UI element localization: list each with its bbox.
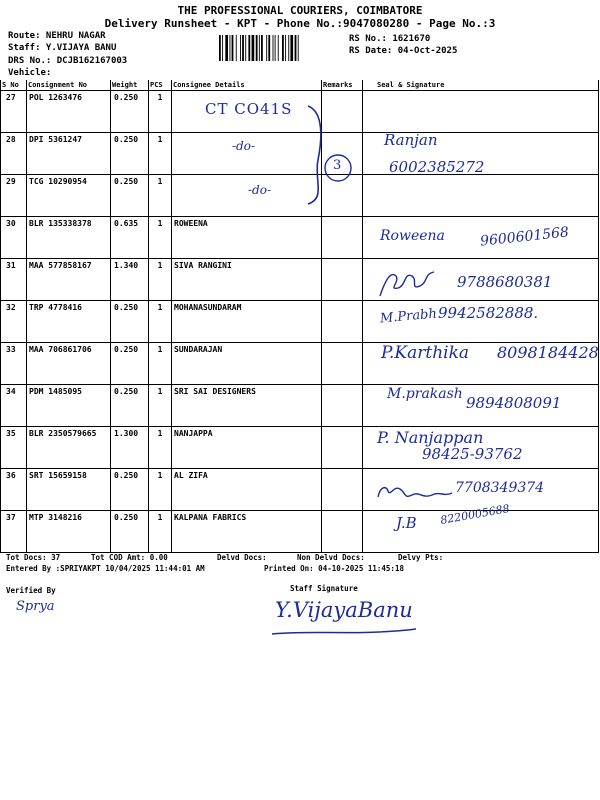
drs-number: DRS No.: DCJB162167003 — [8, 56, 128, 66]
row-signature-cell — [363, 91, 599, 133]
scribble-signature-31 — [374, 264, 444, 302]
row-remarks — [322, 217, 363, 259]
row-remarks — [322, 343, 363, 385]
row-sno: 29 — [1, 175, 27, 217]
row-consignment-no: POL 1263476 — [27, 91, 111, 133]
rs-date: RS Date: 04-Oct-2025 — [349, 46, 458, 56]
row-remarks — [322, 469, 363, 511]
row-weight: 0.250 — [111, 175, 149, 217]
non-delivered-docs: Non Delvd Docs: — [297, 553, 365, 562]
col-header-sno: S No — [1, 80, 27, 91]
row-consignment-no: BLR 2350579665 — [27, 427, 111, 469]
row-pcs: 1 — [149, 385, 172, 427]
row-sno: 36 — [1, 469, 27, 511]
row-pcs: 1 — [149, 259, 172, 301]
handwritten-brace-count: 3 — [333, 158, 342, 173]
row-sno: 31 — [1, 259, 27, 301]
phone-row-28: 6002385272 — [389, 158, 485, 176]
row-sno: 32 — [1, 301, 27, 343]
row-consignee: NANJAPPA — [172, 427, 322, 469]
row-weight: 1.300 — [111, 427, 149, 469]
row-sno: 37 — [1, 511, 27, 553]
delivery-points: Delvy Pts: — [398, 553, 444, 562]
signature-row-32: M.Prabh — [379, 306, 438, 327]
col-header-weight: Weight — [111, 80, 149, 91]
phone-row-34: 9894808091 — [466, 394, 562, 412]
row-remarks — [322, 301, 363, 343]
staff-signature: Y.VijayaBanu — [275, 598, 413, 622]
row-remarks — [322, 259, 363, 301]
row-consignment-no: SRT 15659158 — [27, 469, 111, 511]
row-sno: 33 — [1, 343, 27, 385]
row-pcs: 1 — [149, 133, 172, 175]
row-consignment-no: TRP 4778416 — [27, 301, 111, 343]
table-header-row — [1, 80, 599, 91]
row-pcs: 1 — [149, 217, 172, 259]
row-pcs: 1 — [149, 469, 172, 511]
row-weight: 1.340 — [111, 259, 149, 301]
staff-label: Staff: Y.VIJAYA BANU — [8, 43, 117, 53]
row-weight: 0.635 — [111, 217, 149, 259]
staff-signature-underline — [270, 626, 420, 638]
row-signature-cell — [363, 175, 599, 217]
row-weight: 0.250 — [111, 343, 149, 385]
signature-row-33: P.Karthika — [381, 343, 470, 363]
row-consignment-no: MAA 577858167 — [27, 259, 111, 301]
printed-on: Printed On: 04-10-2025 11:45:18 — [264, 564, 404, 573]
barcode — [217, 35, 347, 61]
row-sno: 28 — [1, 133, 27, 175]
row-consignee — [172, 175, 322, 217]
row-pcs: 1 — [149, 91, 172, 133]
phone-row-35: 98425-93762 — [422, 445, 523, 463]
report-title: THE PROFESSIONAL COURIERS, COIMBATORE — [177, 4, 423, 17]
signature-row-34: M.prakash — [387, 386, 463, 402]
handwritten-ditto-2: -do- — [248, 183, 272, 197]
col-header-consignment: Consignment No — [27, 80, 111, 91]
signature-row-37: J.B — [396, 514, 417, 532]
phone-row-33: 8098184428 — [497, 343, 599, 362]
row-remarks — [322, 385, 363, 427]
signature-row-28: Ranjan — [384, 131, 438, 149]
total-docs: Tot Docs: 37 — [6, 553, 61, 562]
table-row — [1, 511, 599, 553]
row-consignment-no: BLR 135338378 — [27, 217, 111, 259]
row-weight: 0.250 — [111, 385, 149, 427]
row-weight: 0.250 — [111, 91, 149, 133]
delivered-docs: Delvd Docs: — [217, 553, 267, 562]
row-consignee: SIVA RANGINI — [172, 259, 322, 301]
report-subtitle: Delivery Runsheet - KPT - Phone No.:9047080280 - Page No.:3 — [104, 17, 496, 30]
col-header-consignee: Consignee Details — [172, 80, 322, 91]
verifier-signature: Sprya — [16, 599, 55, 614]
route-label: Route: NEHRU NAGAR — [8, 31, 106, 41]
row-weight: 0.250 — [111, 511, 149, 553]
row-weight: 0.250 — [111, 469, 149, 511]
row-remarks — [322, 511, 363, 553]
phone-row-31: 9788680381 — [457, 273, 553, 291]
row-pcs: 1 — [149, 175, 172, 217]
row-consignment-no: DPI 5361247 — [27, 133, 111, 175]
col-header-pcs: PCS — [149, 80, 172, 91]
handwritten-ct-code: CT CO41S — [205, 100, 293, 118]
phone-row-36: 7708349374 — [455, 480, 545, 496]
col-header-remarks: Remarks — [322, 80, 363, 91]
entered-by: Entered By :SPRIYAKPT 10/04/2025 11:44:01 AM — [6, 564, 205, 573]
row-consignment-no: TCG 10290954 — [27, 175, 111, 217]
row-pcs: 1 — [149, 511, 172, 553]
row-consignee: AL ZIFA — [172, 469, 322, 511]
row-consignee: KALPANA FABRICS — [172, 511, 322, 553]
row-weight: 0.250 — [111, 301, 149, 343]
row-consignment-no: MAA 706861706 — [27, 343, 111, 385]
row-sno: 27 — [1, 91, 27, 133]
col-header-signature: Seal & Signature — [363, 80, 599, 91]
row-consignee: SUNDARAJAN — [172, 343, 322, 385]
row-remarks — [322, 427, 363, 469]
row-sno: 30 — [1, 217, 27, 259]
row-sno: 35 — [1, 427, 27, 469]
signature-row-35: P. Nanjappan — [377, 428, 484, 447]
row-consignee: ROWEENA — [172, 217, 322, 259]
scribble-signature-36 — [376, 481, 454, 503]
phone-row-37: 8220005688 — [439, 502, 511, 527]
row-pcs: 1 — [149, 343, 172, 385]
phone-row-30: 9600601568 — [479, 224, 570, 250]
phone-row-32: 9942582888. — [438, 304, 539, 322]
handwritten-ditto-1: -do- — [232, 139, 256, 153]
row-pcs: 1 — [149, 427, 172, 469]
brace-mark — [300, 100, 360, 210]
row-weight: 0.250 — [111, 133, 149, 175]
signature-row-30: Roweena — [380, 228, 445, 244]
vehicle-label: Vehicle: — [8, 68, 52, 78]
row-sno: 34 — [1, 385, 27, 427]
row-consignee: MOHANASUNDARAM — [172, 301, 322, 343]
row-consignment-no: PDM 1485095 — [27, 385, 111, 427]
rs-number: RS No.: 1621670 — [349, 34, 431, 44]
total-cod-amount: Tot COD Amt: 0.00 — [91, 553, 168, 562]
row-consignee: SRI SAI DESIGNERS — [172, 385, 322, 427]
row-pcs: 1 — [149, 301, 172, 343]
row-consignment-no: MTP 3148216 — [27, 511, 111, 553]
staff-signature-label: Staff Signature — [290, 584, 358, 593]
verified-by-label: Verified By — [6, 586, 56, 595]
